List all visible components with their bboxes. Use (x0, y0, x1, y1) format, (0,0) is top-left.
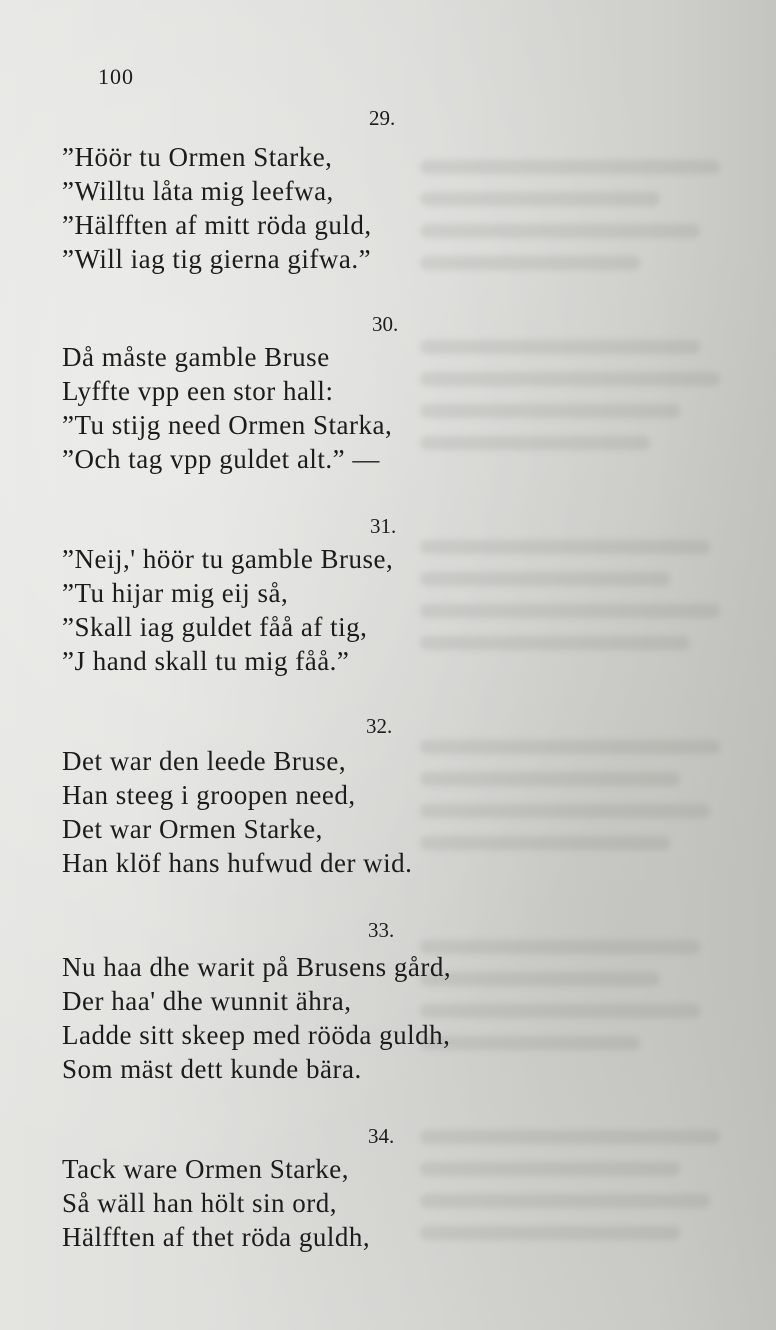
verse-line: Ladde sitt skeep med rööda guldh, (62, 1020, 451, 1050)
verse-line: Der haa' dhe wunnit ähra, (62, 986, 352, 1016)
page-number: 100 (98, 64, 134, 89)
verse-line: ”Neij,' höör tu gamble Bruse, (62, 544, 394, 574)
verse-line: ”Willtu låta mig leefwa, (62, 176, 334, 206)
stanza-number: 34. (368, 1124, 395, 1148)
verse-line: Då måste gamble Bruse (62, 342, 330, 372)
verse-line: Det war Ormen Starke, (62, 814, 323, 844)
stanza-number: 33. (368, 918, 395, 942)
verse-line: ”J hand skall tu mig fåå.” (62, 646, 350, 676)
bleed-through-texture (420, 140, 760, 1260)
verse-line: ”Tu hijar mig eij så, (62, 578, 289, 608)
stanza-number: 32. (366, 714, 393, 738)
verse-line: Så wäll han hölt sin ord, (62, 1188, 337, 1218)
verse-line: Han klöf hans hufwud der wid. (62, 848, 413, 878)
stanza-number: 31. (370, 514, 397, 538)
verse-line: Det war den leede Bruse, (62, 746, 347, 776)
verse-line: ”Hälfften af mitt röda guld, (62, 210, 372, 240)
stanza-number: 29. (369, 106, 396, 130)
verse-line: Nu haa dhe warit på Brusens gård, (62, 952, 452, 982)
verse-line: ”Skall iag guldet fåå af tig, (62, 612, 368, 642)
stanza-number: 30. (372, 312, 399, 336)
verse-line: ”Will iag tig gierna gifwa.” (62, 244, 372, 274)
verse-line: Tack ware Ormen Starke, (62, 1154, 349, 1184)
verse-line: ”Höör tu Ormen Starke, (62, 142, 333, 172)
verse-line: ”Tu stijg need Ormen Starka, (62, 410, 393, 440)
verse-line: Hälfften af thet röda guldh, (62, 1222, 371, 1252)
verse-line: Han steeg i groopen need, (62, 780, 356, 810)
verse-line: ”Och tag vpp guldet alt.” — (62, 444, 380, 474)
verse-line: Lyffte vpp een stor hall: (62, 376, 334, 406)
verse-line: Som mäst dett kunde bära. (62, 1054, 362, 1084)
